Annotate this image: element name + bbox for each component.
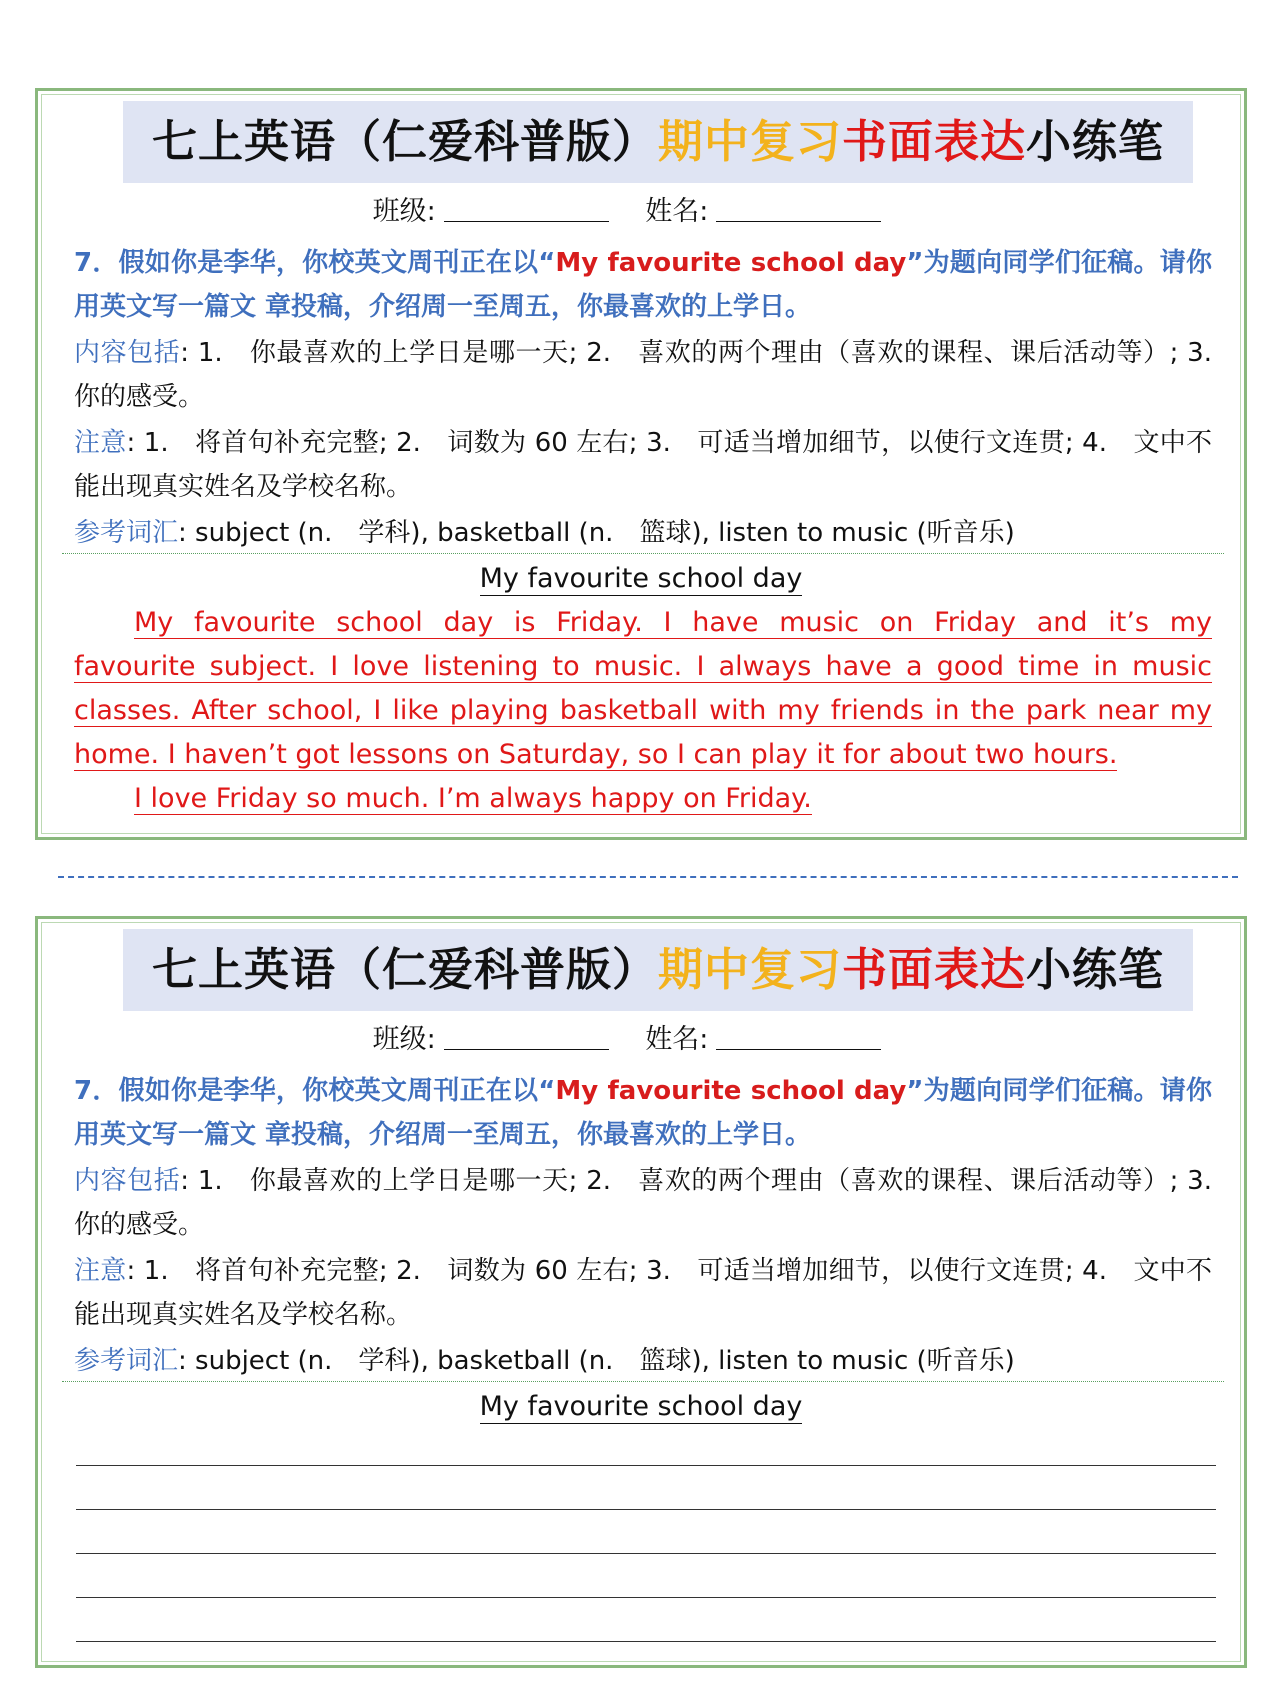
writing-line[interactable] [76,1509,1216,1510]
essay-line: home. I haven’t got lessons on Saturday, so I can play it for about two hours. [74,739,1118,770]
class-label: 班级: [372,196,436,227]
notice-requirements: 注意: 1. 将首句补充完整; 2. 词数为 60 左右; 3. 可适当增加细节，以使行文连贯; 4. 文中不能出现真实姓名及学校名称。 [74,428,1212,502]
writing-line[interactable] [76,1553,1216,1554]
worksheet-title: 七上英语（仁爱科普版）期中复习书面表达小练笔 [123,101,1193,183]
dotted-divider [62,553,1224,554]
essay-line: My favourite school day is Friday. I have music on Friday and it’s my [134,607,1212,638]
dotted-divider [62,1381,1224,1382]
class-blank[interactable] [444,191,609,222]
essay-line: favourite subject. I love listening to music. I always have a good time in music [74,651,1212,682]
content-requirements: 内容包括: 1. 你最喜欢的上学日是哪一天; 2. 喜欢的两个理由（喜欢的课程、课后活动等）; 3. 你的感受。 [74,338,1238,412]
essay-line: I love Friday so much. I’m always happy on Friday. [134,783,812,814]
question-prompt: 7．假如你是李华，你校英文周刊正在以“My favourite school day”为题向同学们征稿。请你用英文写一篇文 章投稿，介绍周一至周五，你最喜欢的上学日。 [74,248,1212,322]
question-topic: My favourite school day [555,1076,907,1106]
question-prompt: 7．假如你是李华，你校英文周刊正在以“My favourite school day”为题向同学们征稿。请你用英文写一篇文 章投稿，介绍周一至周五，你最喜欢的上学日。 [74,1076,1212,1150]
sample-essay [74,601,1212,821]
worksheet-title: 七上英语（仁爱科普版）期中复习书面表达小练笔 [123,929,1193,1011]
essay-title: My favourite school day [479,1391,803,1422]
essay-title: My favourite school day [479,563,803,594]
class-blank[interactable] [444,1019,609,1050]
writing-line[interactable] [76,1465,1216,1466]
reference-vocabulary: 参考词汇: subject (n. 学科), basketball (n. 篮球), listen to music (听音乐) [74,1346,1015,1376]
notice-requirements: 注意: 1. 将首句补充完整; 2. 词数为 60 左右; 3. 可适当增加细节，以使行文连贯; 4. 文中不能出现真实姓名及学校名称。 [74,1256,1212,1330]
class-label: 班级: [372,1024,436,1055]
reference-vocabulary: 参考词汇: subject (n. 学科), basketball (n. 篮球), listen to music (听音乐) [74,518,1015,548]
writing-line[interactable] [76,1597,1216,1598]
question-topic: My favourite school day [555,248,907,278]
content-requirements: 内容包括: 1. 你最喜欢的上学日是哪一天; 2. 喜欢的两个理由（喜欢的课程、课后活动等）; 3. 你的感受。 [74,1166,1238,1240]
cut-line-separator [58,876,1238,878]
worksheet-practice-card [35,916,1247,1668]
name-blank[interactable] [716,1019,881,1050]
writing-line[interactable] [76,1641,1216,1642]
class-name-row [38,191,1244,235]
essay-line: classes. After school, I like playing basketball with my friends in the park near my [74,695,1212,726]
name-label: 姓名: [645,196,709,227]
name-label: 姓名: [645,1024,709,1055]
class-name-row [38,1019,1244,1063]
worksheet-sample-card [35,88,1247,840]
name-blank[interactable] [716,191,881,222]
